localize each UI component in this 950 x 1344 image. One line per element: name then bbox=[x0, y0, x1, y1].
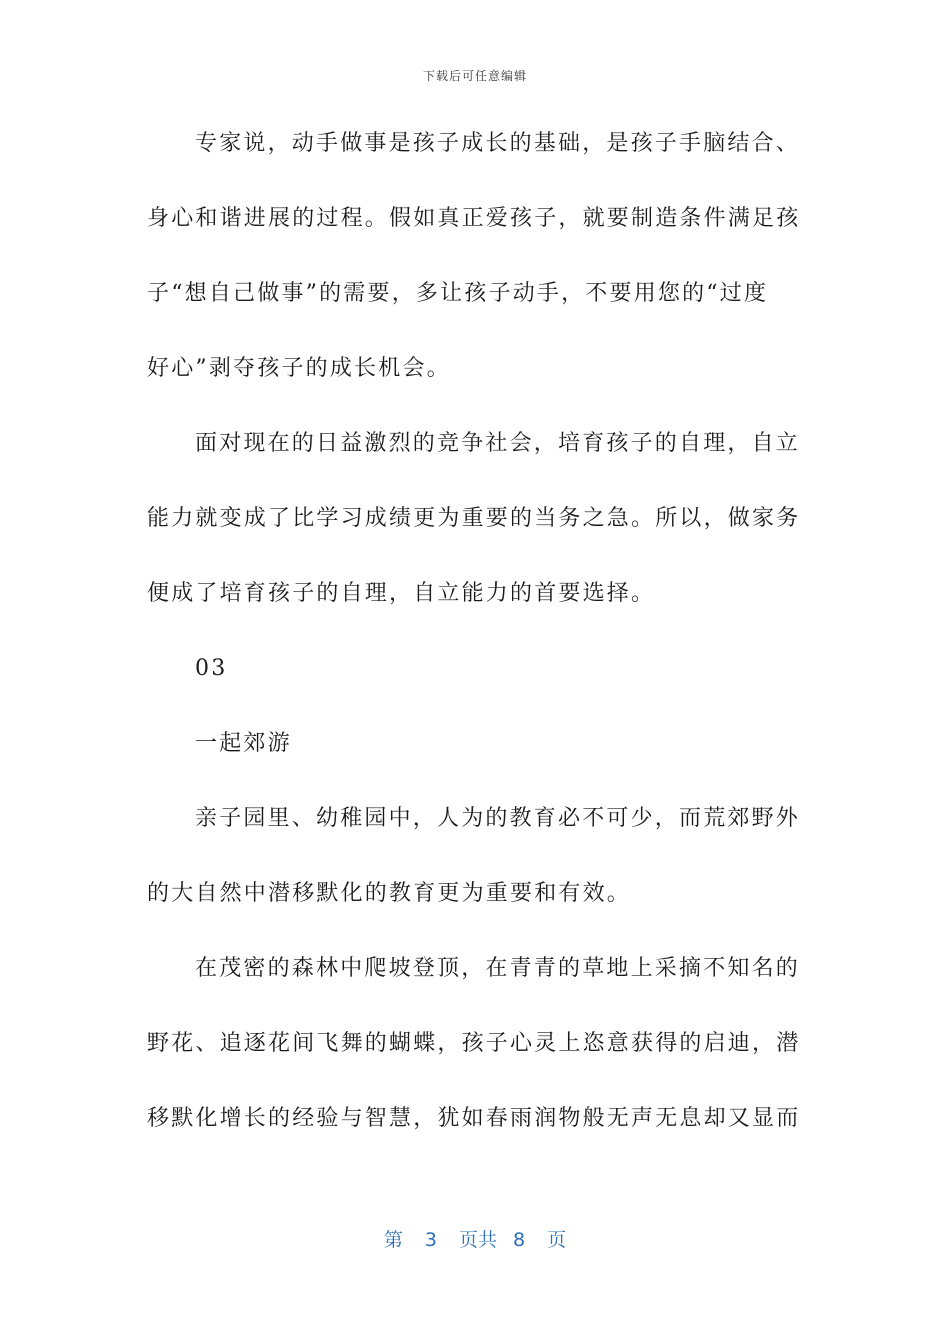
paragraph-line: 好心”剥夺孩子的成长机会。 bbox=[147, 356, 451, 381]
page-number: 3 bbox=[424, 1229, 437, 1251]
paragraph-line: 能力就变成了比学习成绩更为重要的当务之急。所以，做家务 bbox=[147, 506, 801, 531]
page-label-prefix: 第 bbox=[383, 1229, 403, 1251]
section-heading: 一起郊游 bbox=[195, 731, 292, 756]
paragraph-line: 在茂密的森林中爬坡登顶，在青青的草地上采摘不知名的 bbox=[195, 956, 801, 981]
document-body bbox=[147, 122, 801, 1172]
paragraph-line: 移默化增长的经验与智慧，犹如春雨润物般无声无息却又显而 bbox=[147, 1106, 801, 1131]
total-pages: 8 bbox=[513, 1229, 526, 1251]
page-label-mid: 页共 bbox=[458, 1229, 497, 1251]
paragraph-line: 便成了培育孩子的自理，自立能力的首要选择。 bbox=[147, 581, 656, 606]
paragraph-line: 亲子园里、幼稚园中，人为的教育必不可少，而荒郊野外 bbox=[195, 806, 801, 831]
paragraph-line: 野花、追逐花间飞舞的蝴蝶，孩子心灵上恣意获得的启迪，潜 bbox=[147, 1031, 801, 1056]
page-footer bbox=[0, 1225, 950, 1252]
paragraph-line: 的大自然中潜移默化的教育更为重要和有效。 bbox=[147, 881, 632, 906]
page-header-note: 下载后可任意编辑 bbox=[422, 69, 527, 83]
paragraph-line: 专家说，动手做事是孩子成长的基础，是孩子手脑结合、 bbox=[195, 131, 801, 156]
section-number: 03 bbox=[195, 656, 228, 681]
paragraph-line: 面对现在的日益激烈的竞争社会，培育孩子的自理，自立 bbox=[195, 431, 801, 456]
paragraph-line: 身心和谐进展的过程。假如真正爱孩子，就要制造条件满足孩 bbox=[147, 206, 801, 231]
paragraph-line: 子“想自己做事”的需要，多让孩子动手，不要用您的“过度 bbox=[147, 281, 769, 306]
page-label-suffix: 页 bbox=[547, 1229, 567, 1251]
